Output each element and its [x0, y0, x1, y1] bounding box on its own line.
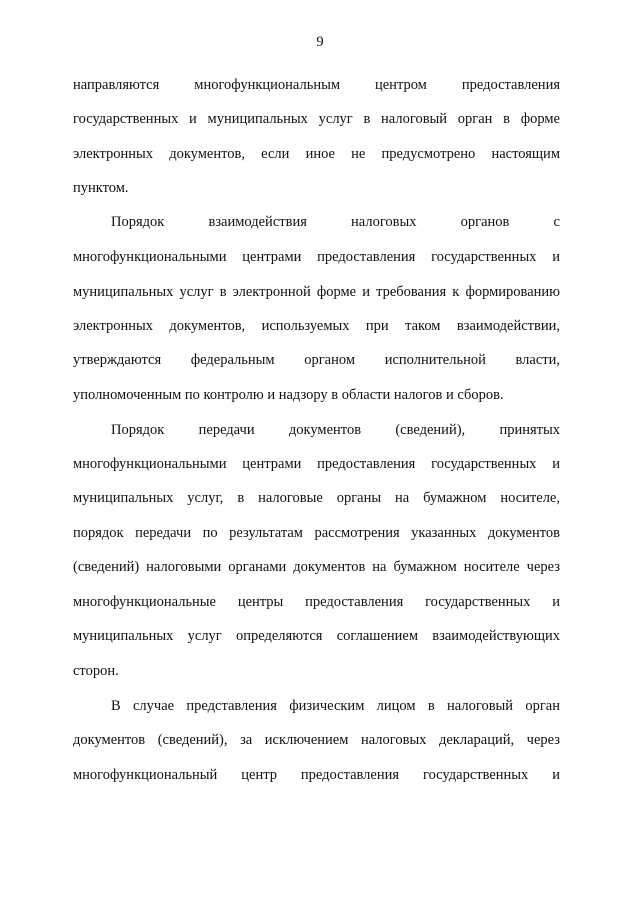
paragraph-2-line-5: утверждаются федеральным органом исполнительной власти, — [73, 352, 560, 368]
paragraph-3-line-1: Порядок передачи документов (сведений), принятых — [111, 422, 560, 438]
paragraph-2-line-1: Порядок взаимодействия налоговых органов с — [111, 214, 560, 230]
paragraph-1-line-3: электронных документов, если иное не предусмотрено настоящим — [73, 146, 560, 162]
paragraph-2-line-4: электронных документов, используемых при таком взаимодействии, — [73, 318, 560, 334]
paragraph-1-line-1: направляются многофункциональным центром предоставления — [73, 77, 560, 93]
paragraph-4-line-2: документов (сведений), за исключением налоговых деклараций, через — [73, 732, 560, 748]
paragraph-1-line-2: государственных и муниципальных услуг в налоговый орган в форме — [73, 111, 560, 127]
paragraph-2-line-2: многофункциональными центрами предоставления государственных и — [73, 249, 560, 265]
paragraph-3-line-2: многофункциональными центрами предоставления государственных и — [73, 456, 560, 472]
paragraph-3-line-6: многофункциональные центры предоставления государственных и — [73, 594, 560, 610]
paragraph-2-line-3: муниципальных услуг в электронной форме и требования к формированию — [73, 284, 560, 300]
paragraph-3-line-3: муниципальных услуг, в налоговые органы на бумажном носителе, — [73, 490, 560, 506]
paragraph-3-line-5: (сведений) налоговыми органами документов на бумажном носителе через — [73, 559, 560, 575]
paragraph-2-line-6: уполномоченным по контролю и надзору в области налогов и сборов. — [73, 387, 504, 403]
paragraph-4-line-1: В случае представления физическим лицом в налоговый орган — [111, 698, 560, 714]
paragraph-1-line-4: пунктом. — [73, 180, 129, 196]
paragraph-3-line-8: сторон. — [73, 663, 119, 679]
paragraph-3-line-7: муниципальных услуг определяются соглашением взаимодействующих — [73, 628, 560, 644]
paragraph-3-line-4: порядок передачи по результатам рассмотрения указанных документов — [73, 525, 560, 541]
page-number: 9 — [316, 34, 324, 50]
paragraph-4-line-3: многофункциональный центр предоставления государственных и — [73, 767, 560, 783]
